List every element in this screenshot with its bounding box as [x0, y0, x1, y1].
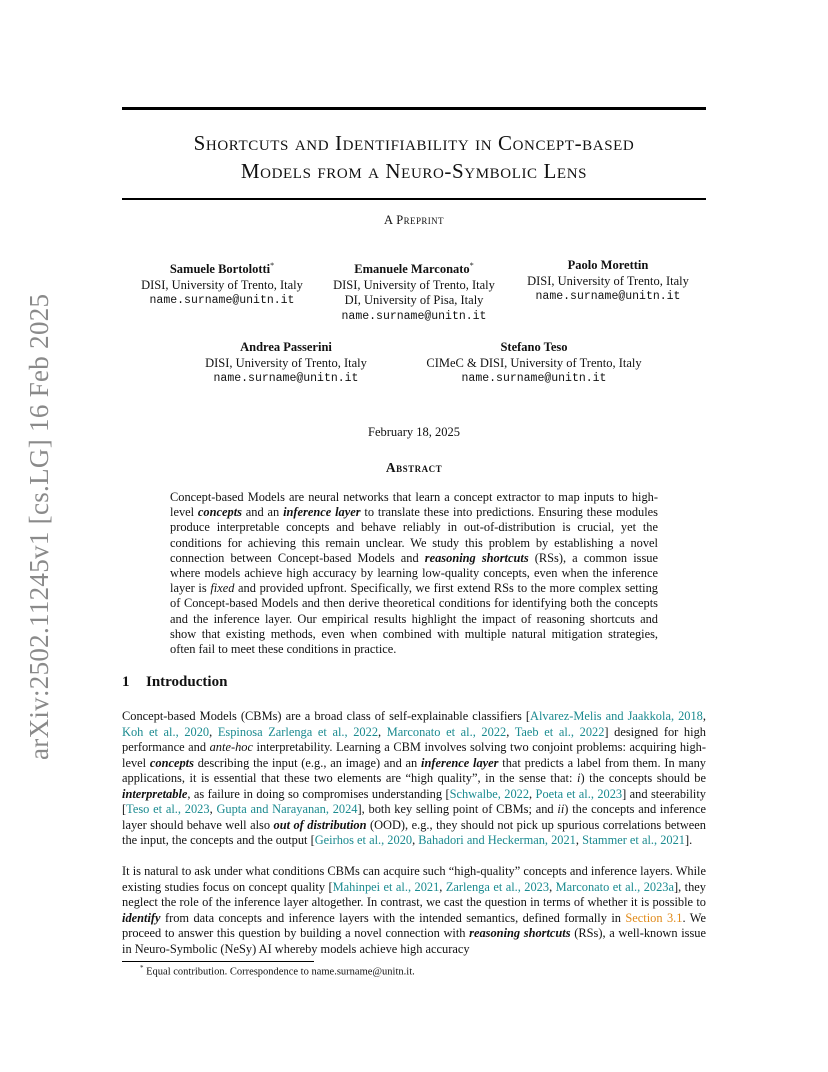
footnote-mark: * [140, 964, 144, 972]
citation-link[interactable]: Alvarez-Melis and Jaakkola, 2018 [530, 709, 703, 723]
abstract-text: Concept-based Models are neural networks that learn a concept extractor to map inputs to high-level concepts and an inference layer to translate these into predictions. Ensuring these modules produce interpretable concepts and behave reliably in out-of-distribution is crucial, yet the conditions for achieving this remain unclear. We study this problem by establishing a novel connection between Concept-based Models and reasoning shortcuts (RSs), a common issue where models achieve high accuracy by learning low-quality concepts, even when the inference layer is fixed and provided upfront. Specifically, we first extend RSs to the more complex setting of Concept-based Models and then derive theoretical conditions for identifying both the concepts and the inference layer. Our empirical results highlight the impact of reasoning shortcuts and show that existing methods, even when combined with multiple natural mitigation strategies, often fail to meet these conditions in practice. [170, 490, 658, 657]
citation-link[interactable]: Mahinpei et al., 2021 [332, 879, 440, 894]
footnote-rule [122, 961, 314, 962]
author-mark: * [469, 261, 474, 270]
author-block [122, 258, 322, 309]
citation-link[interactable]: Bahadori and Heckerman, 2021 [418, 833, 576, 847]
title-line-1: Shortcuts and Identifiability in Concept-based [193, 131, 635, 155]
arxiv-identifier: arXiv:2502.11245v1 [cs.LG] 16 Feb 2025 [24, 293, 54, 760]
citation-link[interactable]: Marconato et al., 2022 [386, 724, 507, 739]
citation-link[interactable]: Poeta et al., 2023 [535, 786, 623, 801]
author-block [170, 340, 402, 387]
publication-date: February 18, 2025 [368, 425, 460, 439]
citation-link[interactable]: Teso et al., 2023 [126, 802, 210, 816]
author-block [318, 258, 510, 324]
citation-link[interactable]: Stammer et al., 2021 [582, 833, 685, 847]
preprint-label: A Preprint [384, 213, 444, 227]
citation-link[interactable]: Gupta and Narayanan, 2024 [216, 802, 358, 816]
author-name: Emanuele Marconato [354, 262, 470, 277]
author-name: Andrea Passerini [240, 340, 332, 354]
citation-link[interactable]: Espinosa Zarlenga et al., 2022 [217, 724, 379, 739]
author-affiliation: DISI, University of Trento, Italy [141, 277, 303, 292]
title-top-rule [122, 107, 706, 110]
section-heading [122, 674, 227, 691]
author-affiliation-2: DI, University of Pisa, Italy [344, 293, 484, 308]
intro-paragraph-1: Concept-based Models (CBMs) are a broad class of self-explainable classifiers [Alvarez-Melis and Jaakkola, 2018, Koh et al., 2020, Espinosa Zarlenga et al., 2022, Marconato et al., 2022, Taeb et al., 2022] designed for high performance and ante-hoc interpretability. Learning a CBM involves solving two conjoint problems: acquiring high-level concepts describing the input (e.g., an image) and an inference layer that predicts a label from them. In many applications, it is essential that these two elements are “high quality”, in the sense that: i) the concepts should be interpretable, as failure in doing so compromises understanding [Schwalbe, 2022, Poeta et al., 2023] and steerability [Teso et al., 2023, Gupta and Narayanan, 2024], both key selling point of CBMs; and ii) the concepts and inference layer should behave well also out of distribution (OOD), e.g., they should not pick up spurious correlations between the input, the concepts and the output [Geirhos et al., 2020, Bahadori and Heckerman, 2021, Stammer et al., 2021]. [122, 709, 707, 847]
author-name: Stefano Teso [500, 340, 568, 354]
paper-title [122, 129, 706, 185]
section-reference-link[interactable]: Section 3.1 [625, 910, 683, 925]
footnote [140, 964, 415, 978]
author-affiliation: DISI, University of Trento, Italy [333, 277, 495, 292]
citation-link[interactable]: Taeb et al., 2022 [514, 724, 605, 739]
citation-link[interactable]: Schwalbe, 2022 [449, 786, 530, 801]
author-name: Paolo Morettin [567, 258, 649, 272]
citation-link[interactable]: Geirhos et al., 2020 [314, 833, 413, 847]
title-line-2: Models from a Neuro-Symbolic Lens [240, 159, 588, 183]
title-bottom-rule [122, 198, 706, 200]
author-affiliation: DISI, University of Trento, Italy [527, 273, 689, 288]
author-email: name.surname@unitn.it [213, 372, 359, 385]
author-block [510, 258, 706, 305]
author-email: name.surname@unitn.it [461, 372, 607, 385]
author-block [404, 340, 664, 387]
author-affiliation: CIMeC & DISI, University of Trento, Italy [426, 355, 642, 370]
citation-link[interactable]: Marconato et al., 2023a [555, 879, 674, 894]
section-number: 1 [122, 674, 130, 690]
author-email: name.surname@unitn.it [341, 309, 487, 323]
author-affiliation: DISI, University of Trento, Italy [205, 355, 367, 370]
abstract-heading: Abstract [385, 460, 443, 475]
citation-link[interactable]: Koh et al., 2020 [122, 724, 210, 739]
citation-link[interactable]: Zarlenga et al., 2023 [445, 879, 550, 894]
author-name: Samuele Bortolotti [169, 262, 271, 277]
author-email: name.surname@unitn.it [149, 294, 295, 308]
author-mark: * [270, 261, 275, 270]
section-title: Introduction [146, 674, 228, 690]
intro-paragraph-2: It is natural to ask under what conditions CBMs can acquire such “high-quality” concepts and inference layers. While existing studies focus on concept quality [Mahinpei et al., 2021, Zarlenga et al., 2023, Marconato et al., 2023a], they neglect the role of the inference layer altogether. In contrast, we cast the question in terms of whether it is possible to identify from data concepts and inference layers with the intended semantics, defined formally in Section 3.1. We proceed to answer this question by building a novel connection with reasoning shortcuts (RSs), a well-known issue in Neuro-Symbolic (NeSy) AI whereby models achieve high accuracy [122, 864, 706, 956]
footnote-text: Equal contribution. Correspondence to name.surname@unitn.it. [143, 966, 415, 978]
author-email: name.surname@unitn.it [535, 290, 681, 303]
